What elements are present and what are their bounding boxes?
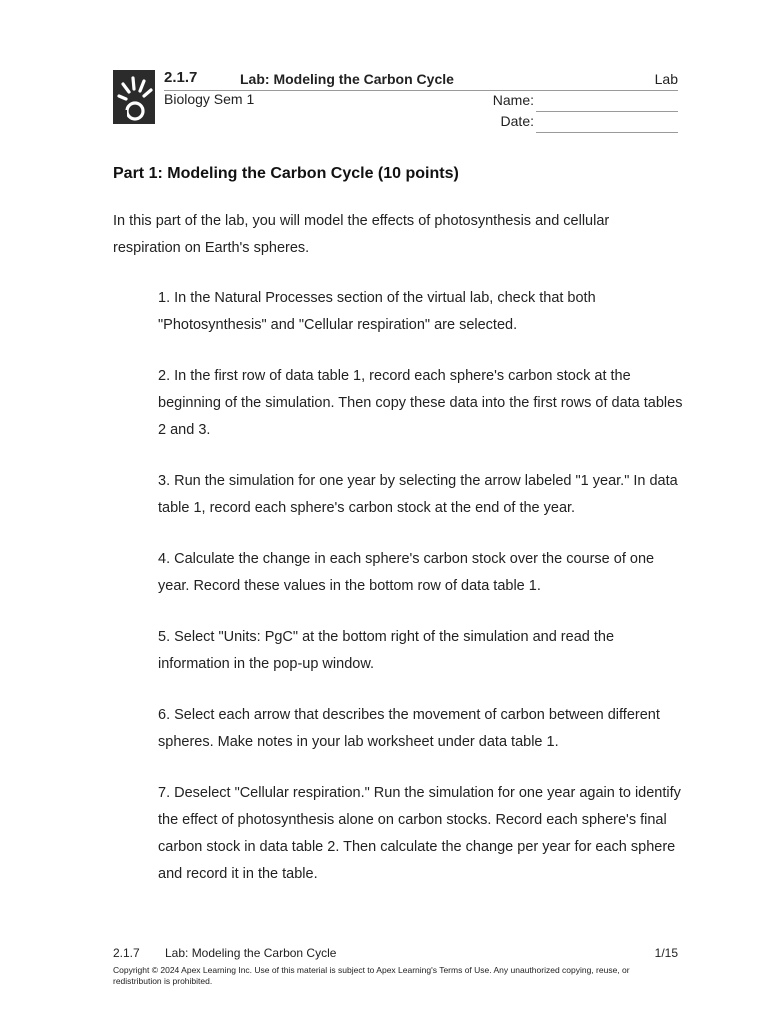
- page-number: 1/15: [654, 946, 678, 960]
- date-field-row: [478, 113, 678, 133]
- copyright-notice: Copyright © 2024 Apex Learning Inc. Use of this material is subject to Apex Learning's Terms of Use. Any unauthorized copying, reuse, or redistribution is prohibited.: [113, 965, 630, 986]
- footer-lesson-title: Lab: Modeling the Carbon Cycle: [165, 946, 337, 960]
- date-field[interactable]: [536, 132, 678, 133]
- name-field-row: [478, 92, 678, 112]
- instruction-step: 5. Select "Units: PgC" at the bottom right of the simulation and read the information in the pop-up window.: [158, 629, 615, 672]
- instruction-step: 7. Deselect "Cellular respiration." Run the simulation for one year again to identify the effect of photosynthesis alone on carbon stocks. Record each sphere's final carbon stock in data table 2. Then calculate the change per year for each sphere and record it in the table.: [158, 785, 681, 882]
- instruction-step: 1. In the Natural Processes section of the virtual lab, check that both "Photosynthesis" and "Cellular respiration" are selected.: [158, 290, 596, 333]
- course-name: Biology Sem 1: [164, 91, 255, 107]
- instruction-step: 4. Calculate the change in each sphere's carbon stock over the course of one year. Record these values in the bottom row of data table 1.: [158, 551, 655, 594]
- intro-paragraph: In this part of the lab, you will model the effects of photosynthesis and cellular respiration on Earth's spheres.: [113, 213, 610, 256]
- instruction-list: [158, 285, 683, 912]
- name-field[interactable]: [536, 111, 678, 112]
- instruction-step: 2. In the first row of data table 1, record each sphere's carbon stock at the beginning of the simulation. Then copy these data into the first rows of data tables 2 and 3.: [158, 368, 683, 438]
- lesson-title: Lab: Modeling the Carbon Cycle: [240, 71, 454, 87]
- name-label: Name:: [492, 92, 534, 108]
- document-footer: [113, 944, 678, 994]
- footer-lesson-number: 2.1.7: [113, 946, 140, 960]
- instruction-step: 6. Select each arrow that describes the movement of carbon between different spheres. Make notes in your lab worksheet under data table 1.: [158, 707, 660, 750]
- document-header: [113, 68, 678, 138]
- apex-learning-logo-icon: [113, 70, 155, 124]
- part-heading: Part 1: Modeling the Carbon Cycle (10 points): [113, 165, 459, 182]
- instruction-step: 3. Run the simulation for one year by selecting the arrow labeled "1 year." In data table 1, record each sphere's carbon stock at the end of the year.: [158, 473, 678, 516]
- lesson-number: 2.1.7: [164, 69, 198, 86]
- lesson-type: Lab: [654, 71, 678, 87]
- date-label: Date:: [500, 113, 534, 129]
